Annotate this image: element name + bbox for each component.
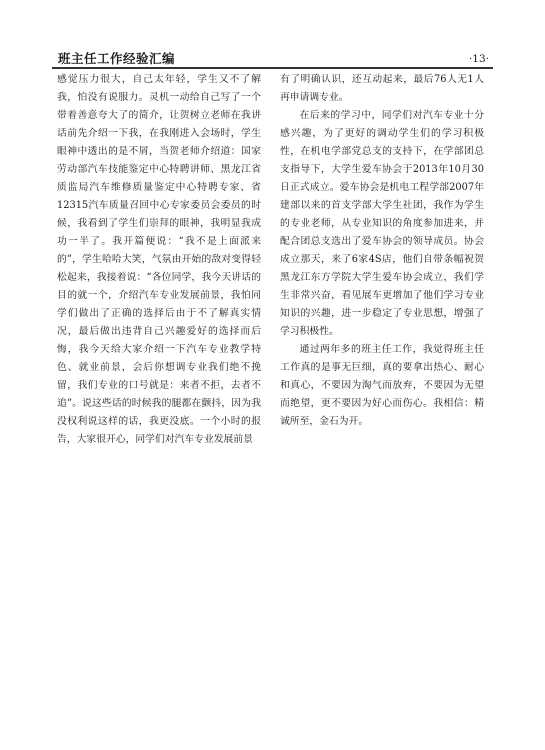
paragraph-conclusion: 通过两年多的班主任工作，我觉得班主任工作真的是事无巨细，真的要拿出热心、耐心和真心，不要因为淘气而放弃，不要因为无望而绝望，更不要因为好心而伤心。我相信：精诚所至，金石为开。 <box>280 344 484 427</box>
paragraph-car-club: 在后来的学习中，同学们对汽车专业十分感兴趣，为了更好的调动学生们的学习积极性，在机电学部党总支的支持下，在学部团总支指导下，大学生爱车协会于2013年10月30日正式成立。爱车协会是机电工程学部2007年建部以来的首支学部大学生社团，我作为学生的专业老师，从专业知识的角度参加进来，并配合团总支选出了爱车协会的领导成员。协会成立那天，来了6家4S店，他们自带条幅祝贺黑龙江东方学院大学生爱车协会成立，我们学生非常兴奋，看见展车更增加了他们学习专业知识的兴趣，进一步稳定了专业思想，增强了学习积极性。 <box>280 110 484 337</box>
right-column <box>280 71 484 431</box>
header-rule <box>52 67 493 69</box>
paragraph-continued: 感觉压力很大，自己太年轻，学生又不了解我，怕没有说服力。灵机一动给自己写了一个带着善意夸大了的简介，让贺树立老师在我讲话前先介绍一下我，在我刚进入会场时，学生眼神中透出的是不屑，当贺老师介绍道：国家劳动部汽车技能鉴定中心特聘讲师、黑龙江省质监局汽车维修质量鉴定中心特聘专家、省12315汽车质量召回中心专家委员会委员的时候，我看到了学生们崇拜的眼神，我明显我成功一半了。我开篇便说：“我不是上面派来的”，学生哈哈大笑，气氛由开始的敌对变得轻松起来，我接着说：“各位同学，我今天讲话的目的就一个，介绍汽车专业发展前景，我怕同学们做出了正确的选择后由于不了解真实情况，最后做出违背自己兴趣爱好的选择而后悔，我今天给大家介绍一下汽车专业教学特色、就业前景，会后你想调专业我们绝不挽留，我们专业的口号就是：来者不拒，去者不追”。说这些话的时候我的腿都在颤抖，因为我没权利说这样的话，我更没底。一个小时的报告，大家很开心，同学们对汽车专业发展前景 <box>57 74 261 445</box>
running-header-title: 班主任工作经验汇编 <box>58 51 176 66</box>
paragraph-continued-end: 有了明确认识，还互动起来，最后76人无1人再申请调专业。 <box>280 74 484 103</box>
page-number: ·13· <box>468 53 489 65</box>
left-column <box>57 71 261 449</box>
